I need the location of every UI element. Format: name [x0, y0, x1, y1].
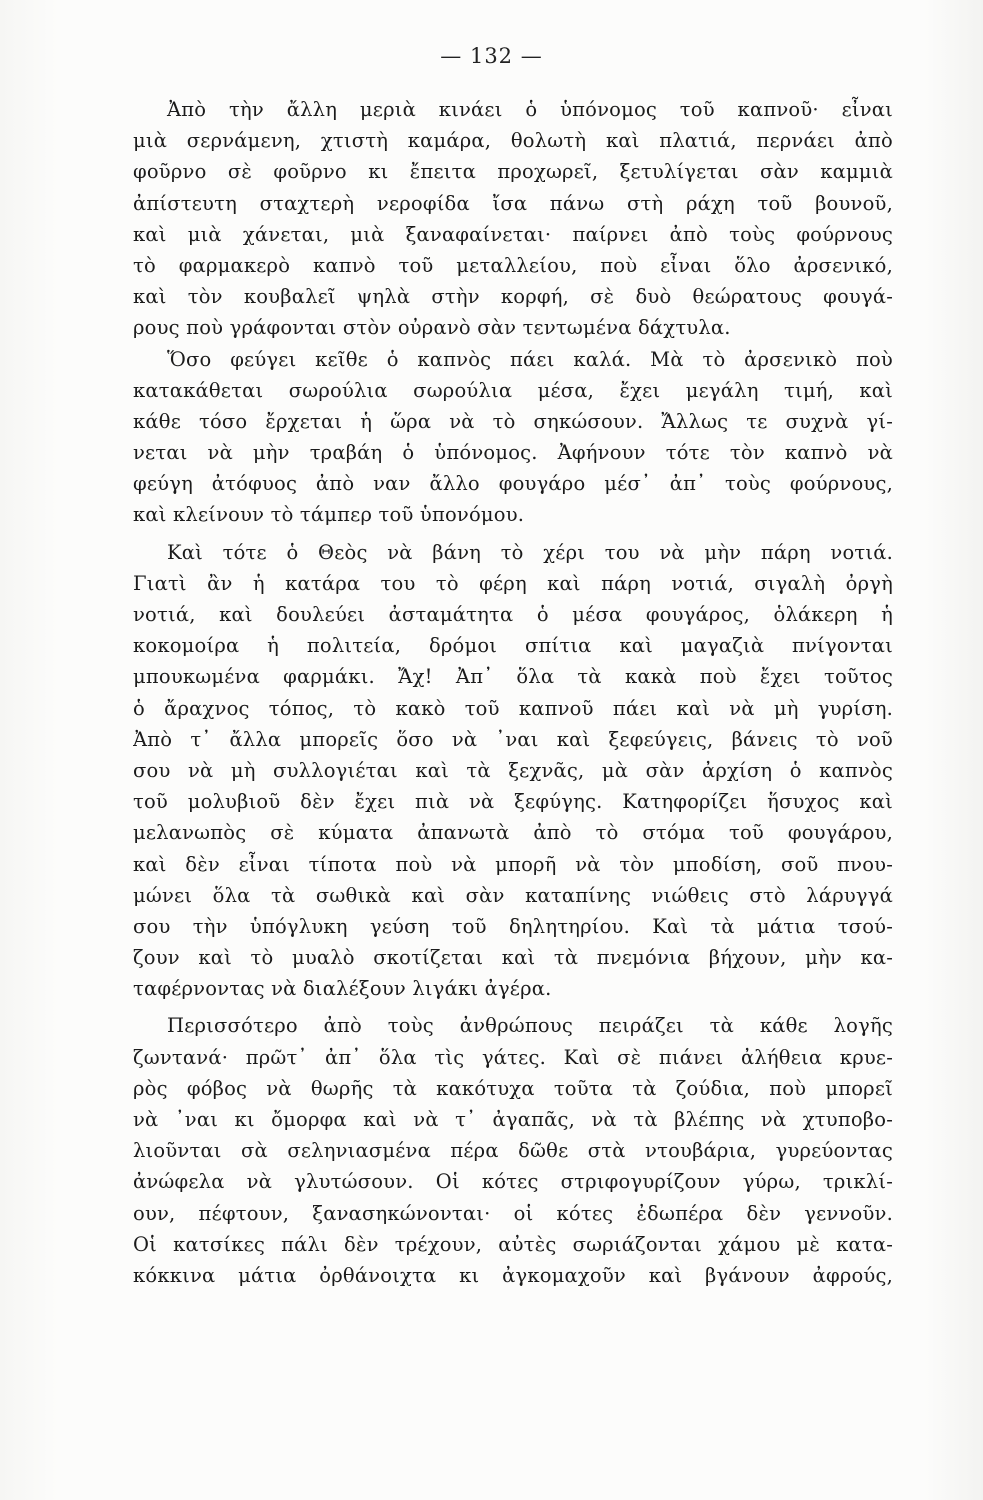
text-line: Οἱ κατσίκες πάλι δὲν τρέχουν, αὐτὲς σωριάζονται χάμου μὲ κατα-	[133, 1232, 893, 1256]
text-line: κατακάθεται σωρούλια σωρούλια μέσα, ἔχει μεγάλη τιμή, καὶ	[133, 378, 893, 402]
paragraph-3	[133, 537, 893, 1005]
paragraph-1	[133, 94, 893, 344]
text-line: Περισσότερο ἀπὸ τοὺς ἀνθρώπους πειράζει τὰ κάθε λογῆς	[167, 1014, 893, 1038]
text-line: καὶ τὸν κουβαλεῖ ψηλὰ στὴν κορφή, σὲ δυὸ θεώρατους φουγά-	[133, 285, 893, 309]
text-line: μιὰ σερνάμενη, χτιστὴ καμάρα, θολωτὴ καὶ πλατιά, περνάει ἀπὸ	[133, 129, 893, 153]
paragraph-4	[133, 1010, 893, 1291]
text-line: τὸ φαρμακερὸ καπνὸ τοῦ μεταλλείου, ποὺ εἶναι ὅλο ἀρσενικό,	[133, 253, 893, 277]
text-line: μπουκωμένα φαρμάκι. Ἄχ! Ἀπ᾿ ὅλα τὰ κακὰ ποὺ ἔχει τοῦτος	[133, 665, 893, 689]
text-line: τοῦ μολυβιοῦ δὲν ἔχει πιὰ νὰ ξεφύγης. Κατηφορίζει ἥσυχος καὶ	[133, 790, 893, 814]
text-line: ρὸς φόβος νὰ θωρῆς τὰ κακότυχα τοῦτα τὰ ζούδια, ποὺ μπορεῖ	[133, 1076, 893, 1100]
text-line: καὶ μιὰ χάνεται, μιὰ ξαναφαίνεται· παίρνει ἀπὸ τοὺς φούρνους	[133, 222, 893, 246]
text-line: Καὶ τότε ὁ Θεὸς νὰ βάνη τὸ χέρι του νὰ μὴν πάρη νοτιά.	[167, 540, 893, 564]
text-line: καὶ δὲν εἶναι τίποτα ποὺ νὰ μπορῆ νὰ τὸν μποδίση, σοῦ πνου-	[133, 852, 893, 876]
text-line: Ὅσο φεύγει κεῖθε ὁ καπνὸς πάει καλά. Μὰ τὸ ἀρσενικὸ ποὺ	[167, 347, 893, 371]
text-line: ζουν καὶ τὸ μυαλὸ σκοτίζεται καὶ τὰ πνεμόνια βήχουν, μὴν κα-	[133, 946, 893, 970]
text-line: σου νὰ μὴ συλλογιέται καὶ τὰ ξεχνᾶς, μὰ σὰν ἀρχίση ὁ καπνὸς	[133, 758, 893, 782]
paragraph-2	[133, 344, 893, 531]
text-line: ουν, πέφτουν, ξανασηκώνονται· οἱ κότες ἐδωπέρα δὲν γεννοῦν.	[133, 1201, 893, 1225]
text-line: ἀπίστευτη σταχτερὴ νεροφίδα ἴσα πάνω στὴ ράχη τοῦ βουνοῦ,	[133, 191, 893, 215]
text-line: μελανωπὸς σὲ κύματα ἀπανωτὰ ἀπὸ τὸ στόμα τοῦ φουγάρου,	[133, 821, 893, 845]
text-line: ταφέρνοντας νὰ διαλέξουν λιγάκι ἀγέρα.	[133, 977, 552, 1001]
page-number: — 132 —	[440, 44, 543, 68]
text-line: Ἀπὸ τὴν ἄλλη μεριὰ κινάει ὁ ὑπόνομος τοῦ καπνοῦ· εἶναι	[167, 98, 893, 121]
text-line: ὁ ἄραχνος τόπος, τὸ κακὸ τοῦ καπνοῦ πάει καὶ νὰ μὴ γυρίση.	[133, 696, 893, 720]
text-line: κόκκινα μάτια ὀρθάνοιχτα κι ἀγκομαχοῦν καὶ βγάνουν ἀφρούς,	[133, 1263, 893, 1287]
text-line: ρους ποὺ γράφονται στὸν οὐρανὸ σὰν τεντωμένα δάχτυλα.	[133, 316, 731, 340]
text-line: νοτιά, καὶ δουλεύει ἀσταμάτητα ὁ μέσα φουγάρος, ὁλάκερη ἡ	[133, 603, 893, 626]
text-line: νεται νὰ μὴν τραβάη ὁ ὑπόνομος. Ἀφήνουν τότε τὸν καπνὸ νὰ	[133, 441, 893, 465]
text-line: φοῦρνο σὲ φοῦρνο κι ἔπειτα προχωρεῖ, ξετυλίγεται σὰν καμμιὰ	[133, 160, 893, 184]
text-line: ζωντανά· πρῶτ᾿ ἀπ᾿ ὅλα τὶς γάτες. Καὶ σὲ πιάνει ἀλήθεια κρυε-	[133, 1045, 893, 1069]
text-line: καὶ κλείνουν τὸ τάμπερ τοῦ ὑπονόμου.	[133, 503, 525, 527]
text-line: κοκομοίρα ἡ πολιτεία, δρόμοι σπίτια καὶ μαγαζιὰ πνίγονται	[133, 634, 893, 658]
text-line: Ἀπὸ τ᾿ ἄλλα μπορεῖς ὅσο νὰ ᾿ναι καὶ ξεφεύγεις, βάνεις τὸ νοῦ	[133, 727, 893, 751]
text-line: νὰ ᾿ναι κι ὄμορφα καὶ νὰ τ᾿ ἀγαπᾶς, νὰ τὰ βλέπης νὰ χτυποβο-	[133, 1108, 893, 1131]
text-line: φεύγη ἀτόφυος ἀπὸ ναν ἄλλο φουγάρο μέσ᾿ ἀπ᾿ τοὺς φούρνους,	[133, 472, 893, 496]
text-line: λιοῦνται σὰ σεληνιασμένα πέρα δῶθε στὰ ντουβάρια, γυρεύοντας	[133, 1139, 893, 1163]
text-line: μώνει ὅλα τὰ σωθικὰ καὶ σὰν καταπίνης νιώθεις στὸ λάρυγγά	[133, 883, 893, 907]
body-text	[133, 94, 893, 1291]
text-line: ἀνώφελα νὰ γλυτώσουν. Οἱ κότες στριφογυρίζουν γύρω, τρικλί-	[133, 1170, 893, 1194]
text-line: σου τὴν ὑπόγλυκη γεύση τοῦ δηλητηρίου. Καὶ τὰ μάτια τσού-	[133, 914, 893, 938]
text-line: κάθε τόσο ἔρχεται ἡ ὥρα νὰ τὸ σηκώσουν. Ἄλλως τε συχνὰ γί-	[133, 409, 893, 433]
text-line: Γιατὶ ἂν ἡ κατάρα του τὸ φέρη καὶ πάρη νοτιά, σιγαλὴ ὀργὴ	[133, 571, 893, 595]
